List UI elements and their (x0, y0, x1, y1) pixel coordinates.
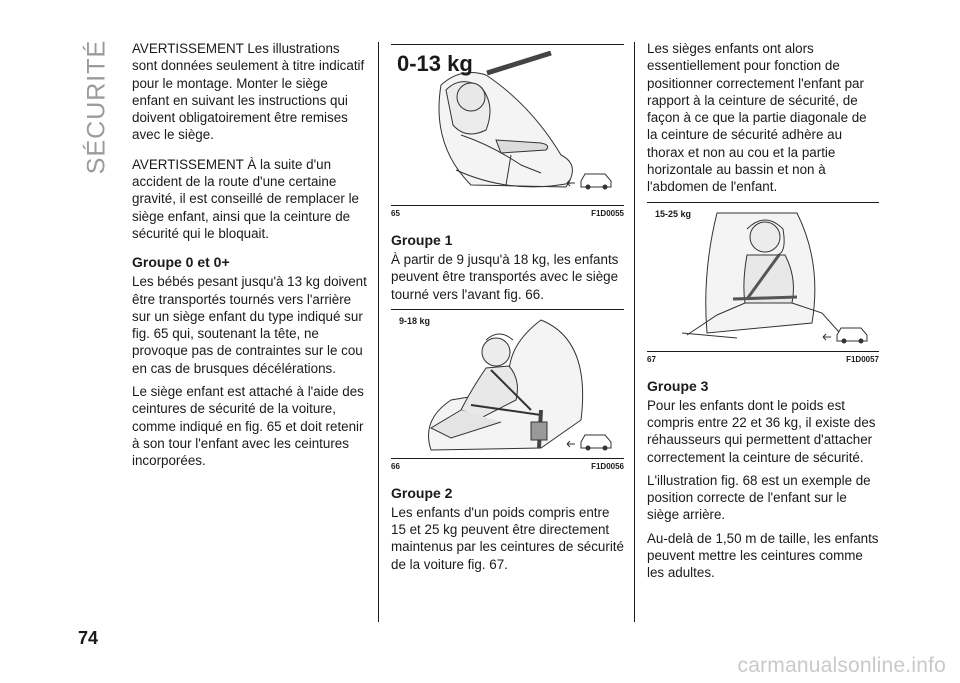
figure-number: 67 (647, 354, 656, 364)
forward-facing-child-seat-illustration (391, 310, 624, 458)
heading-groupe-3: Groupe 3 (647, 377, 709, 394)
paragraph-groupe-2: Les enfants d'un poids compris entre 15 et 25 kg peuvent être directement maintenus par les ceintures de sécurité de la voiture fig. 67. (391, 504, 624, 572)
heading-groupe-2: Groupe 2 (391, 484, 453, 501)
figure-code: F1D0055 (591, 209, 624, 218)
page-number: 74 (78, 628, 99, 648)
figure-65 (391, 45, 624, 205)
column-3 (647, 40, 879, 588)
paragraph-fig-68: L'illustration fig. 68 est un exemple de position correcte de l'enfant sur le siège arrière. (647, 472, 871, 523)
figure-66-caption (391, 459, 624, 473)
section-title-text: SÉCURITÉ (82, 39, 111, 175)
heading-groupe-1: Groupe 1 (391, 232, 453, 248)
column-separator (634, 42, 635, 622)
column-1 (132, 40, 368, 476)
figure-number: 65 (391, 209, 400, 218)
figure-code: F1D0056 (591, 461, 624, 471)
figure-65-caption (391, 206, 624, 220)
watermark: carmanualsonline.info (737, 654, 946, 677)
car-icon (823, 328, 867, 344)
figure-67-caption (647, 352, 879, 366)
figure-67 (647, 203, 879, 351)
column-separator (378, 42, 379, 622)
figure-67-label: 15-25 kg (655, 208, 692, 219)
paragraph-positioning: Les sièges enfants ont alors essentiellement pour fonction de positionner correctement l'enfant par rapport à la ceinture de sécurité, de façon à ce que la partie diagonale de la ceinture de sécurité adhère au thorax et non au cou et la partie horizontale au bassin et non à l'abdomen de l'enfant. (647, 41, 867, 195)
column-2 (391, 44, 624, 579)
figure-number: 66 (391, 461, 400, 471)
paragraph-adults: Au-delà de 1,50 m de taille, les enfants peuvent mettre les ceintures comme les adultes. (647, 530, 879, 581)
car-icon (567, 435, 611, 451)
paragraph-groupe-1: À partir de 9 jusqu'à 18 kg, les enfants peuvent être transportés avec le siège tourné vers l'avant fig. 66. (391, 252, 619, 302)
section-title (82, 39, 111, 175)
figure-66 (391, 310, 624, 458)
paragraph-groupe-3: Pour les enfants dont le poids est compris entre 22 et 36 kg, il existe des réhausseurs qui permettent d'attacher correctement la ceinture de sécurité. (647, 397, 876, 465)
figure-code: F1D0057 (846, 354, 879, 364)
booster-seat-child-illustration (647, 203, 879, 351)
figure-66-label: 9-18 kg (399, 315, 431, 326)
car-icon (567, 174, 611, 190)
heading-groupe-0: Groupe 0 et 0+ (132, 254, 230, 271)
paragraph-groupe-0: Les bébés pesant jusqu'à 13 kg doivent être transportés tournés vers l'arrière sur un siège enfant du type indiqué sur fig. 65 qui, soutenant la tête, ne provoque pas de contraintes sur le cou en cas de brusques décélérations. (132, 274, 367, 376)
figure-65-label: 0-13 kg (397, 51, 473, 76)
warning-paragraph-1: AVERTISSEMENT Les illustrations sont données seulement à titre indicatif pour le montage. Monter le siège enfant en suivant les instructions qui doivent obligatoirement être remises avec le siège. (132, 41, 365, 143)
warning-paragraph-2: AVERTISSEMENT À la suite d'un accident de la route d'une certaine gravité, il est conseillé de remplacer le siège enfant, ainsi que la ceinture de sécurité qui le bloquait. (132, 156, 360, 241)
paragraph-attachment: Le siège enfant est attaché à l'aide des ceintures de sécurité de la voiture, comme indiqué en fig. 65 et doit retenir à son tour l'enfant avec les ceintures incorporées. (132, 384, 364, 469)
